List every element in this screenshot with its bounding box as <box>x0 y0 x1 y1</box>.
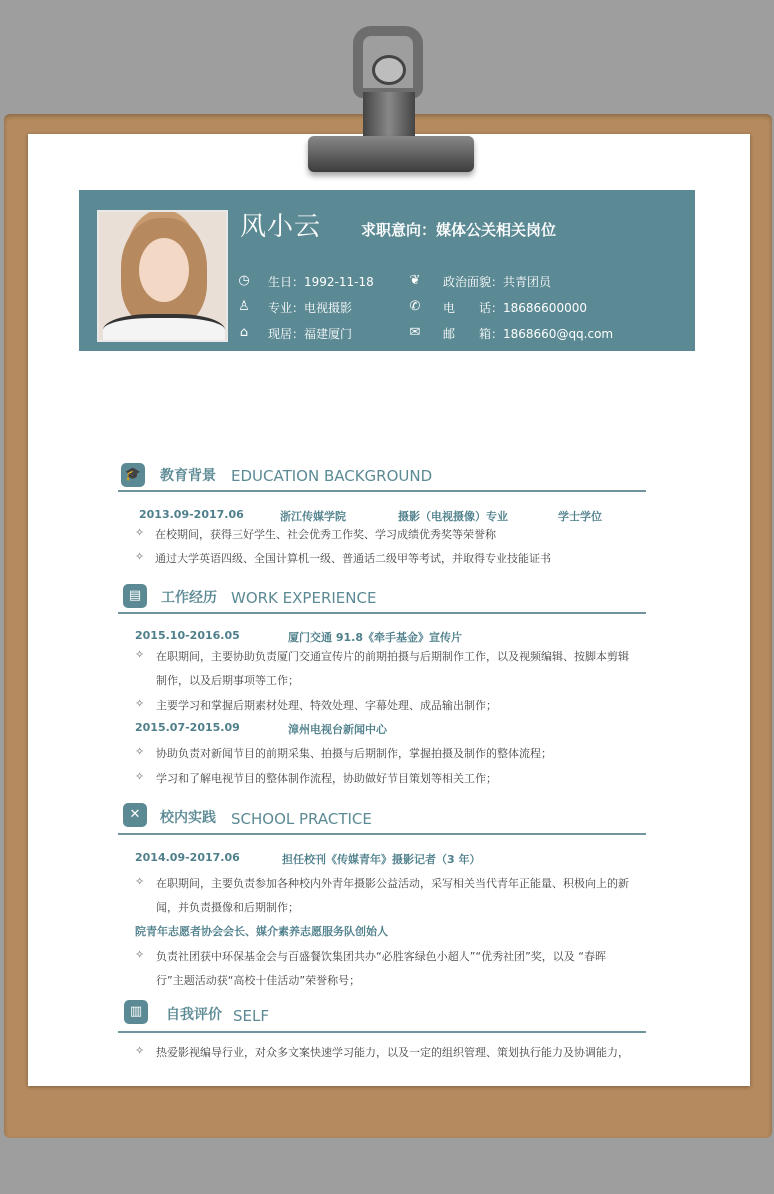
school-item-cont: 闻，并负责摄像和后期制作； <box>156 901 299 914</box>
school-period: 2014.09-2017.06 <box>135 851 240 864</box>
binder-clip <box>308 136 474 172</box>
job1-item: 在职期间，主要协助负责厦门交通宣传片的前期拍摄与后期制作工作，以及视频编辑、按脚本剪辑 <box>156 650 629 663</box>
bullet-icon: ✧ <box>135 948 145 961</box>
self-title-en: SELF <box>233 1007 269 1025</box>
job2-item: 协助负责对新闻节目的前期采集、拍摄与后期制作，掌握拍摄及制作的整体流程； <box>156 747 552 760</box>
bullet-icon: ✧ <box>135 526 145 539</box>
job1-item: 主要学习和掌握后期素材处理、特效处理、字幕处理、成品输出制作； <box>156 699 497 712</box>
bullet-icon: ✧ <box>135 550 145 563</box>
education-item: 在校期间，获得三好学生、社会优秀工作奖、学习成绩优秀奖等荣誉称 <box>155 528 496 541</box>
school-item: 负责社团获中环保基金会与百盛餐饮集团共办“必胜客绿色小超人”“优秀社团”奖，以及 “春晖 <box>156 950 606 963</box>
education-major: 摄影（电视摄像）专业 <box>398 510 508 523</box>
job1-org: 厦门交通 91.8《牵手基金》宣传片 <box>288 631 462 644</box>
bullet-icon: ✧ <box>135 697 145 710</box>
self-title: 自我评价 <box>166 1007 222 1023</box>
education-divider <box>118 490 646 492</box>
tools-icon: ✕ <box>123 803 147 827</box>
education-degree: 学士学位 <box>558 510 602 523</box>
self-item: 热爱影视编导行业，对众多文案快速学习能力，以及一定的组织管理、策划执行能力及协调能力， <box>156 1046 629 1059</box>
job-objective: 求职意向：媒体公关相关岗位 <box>361 221 557 239</box>
school-item: 在职期间，主要负责参加各种校内外青年摄影公益活动，采写相关当代青年正能量、积极向上的新 <box>156 877 629 890</box>
school-divider <box>118 833 646 835</box>
profile-photo <box>97 210 228 342</box>
job2-item: 学习和了解电视节目的整体制作流程，协助做好节目策划等相关工作； <box>156 772 497 785</box>
education-period: 2013.09-2017.06 <box>139 508 244 521</box>
bullet-icon: ✧ <box>135 875 145 888</box>
major-info: 专业：电视摄影 <box>268 301 353 315</box>
job2-org: 漳州电视台新闻中心 <box>288 723 387 736</box>
birthday-info: 生日：1992-11-18 <box>268 275 374 289</box>
bullet-icon: ✧ <box>135 745 145 758</box>
school-role: 担任校刊《传媒青年》摄影记者（3 年） <box>282 853 481 866</box>
education-item: 通过大学英语四级、全国计算机一级、普通话二级甲等考试，并取得专业技能证书 <box>155 552 551 565</box>
email-info: 邮 箱：1868660@qq.com <box>443 327 614 341</box>
school-item-cont: 行”主题活动获“高校十佳活动”荣誉称号； <box>156 974 361 987</box>
school-role2: 院青年志愿者协会会长、媒介素养志愿服务队创始人 <box>135 925 388 938</box>
politics-info: 政治面貌：共青团员 <box>443 275 552 289</box>
home-icon: ⌂ <box>239 325 249 340</box>
education-title: 教育背景 <box>160 468 216 484</box>
book-icon: ▥ <box>124 1000 148 1024</box>
mail-icon: ✉ <box>409 325 421 340</box>
school-title-en: SCHOOL PRACTICE <box>231 810 372 828</box>
residence-info: 现居：福建厦门 <box>268 327 353 341</box>
job2-period: 2015.07-2015.09 <box>135 721 240 734</box>
work-divider <box>118 612 646 614</box>
leaf-icon: ❦ <box>409 273 421 288</box>
work-title-en: WORK EXPERIENCE <box>231 589 377 607</box>
bullet-icon: ✧ <box>135 1044 145 1057</box>
education-school: 浙江传媒学院 <box>280 510 346 523</box>
bullet-icon: ✧ <box>135 648 145 661</box>
person-icon: ♙ <box>238 299 250 314</box>
clock-icon: ◷ <box>238 273 250 288</box>
school-title: 校内实践 <box>160 810 216 826</box>
self-divider <box>118 1031 646 1033</box>
clipboard-icon: ▤ <box>123 584 147 608</box>
phone-icon: ✆ <box>409 299 421 314</box>
phone-info: 电 话：18686600000 <box>443 301 587 315</box>
work-title: 工作经历 <box>161 590 217 606</box>
job1-period: 2015.10-2016.05 <box>135 629 240 642</box>
job1-item-cont: 制作，以及后期事项等工作； <box>156 674 299 687</box>
clip-rivet <box>372 55 406 85</box>
bullet-icon: ✧ <box>135 770 145 783</box>
education-title-en: EDUCATION BACKGROUND <box>231 467 433 485</box>
clip-neck <box>363 92 415 138</box>
graduation-cap-icon: 🎓 <box>121 463 145 487</box>
candidate-name: 风小云 <box>240 212 322 242</box>
